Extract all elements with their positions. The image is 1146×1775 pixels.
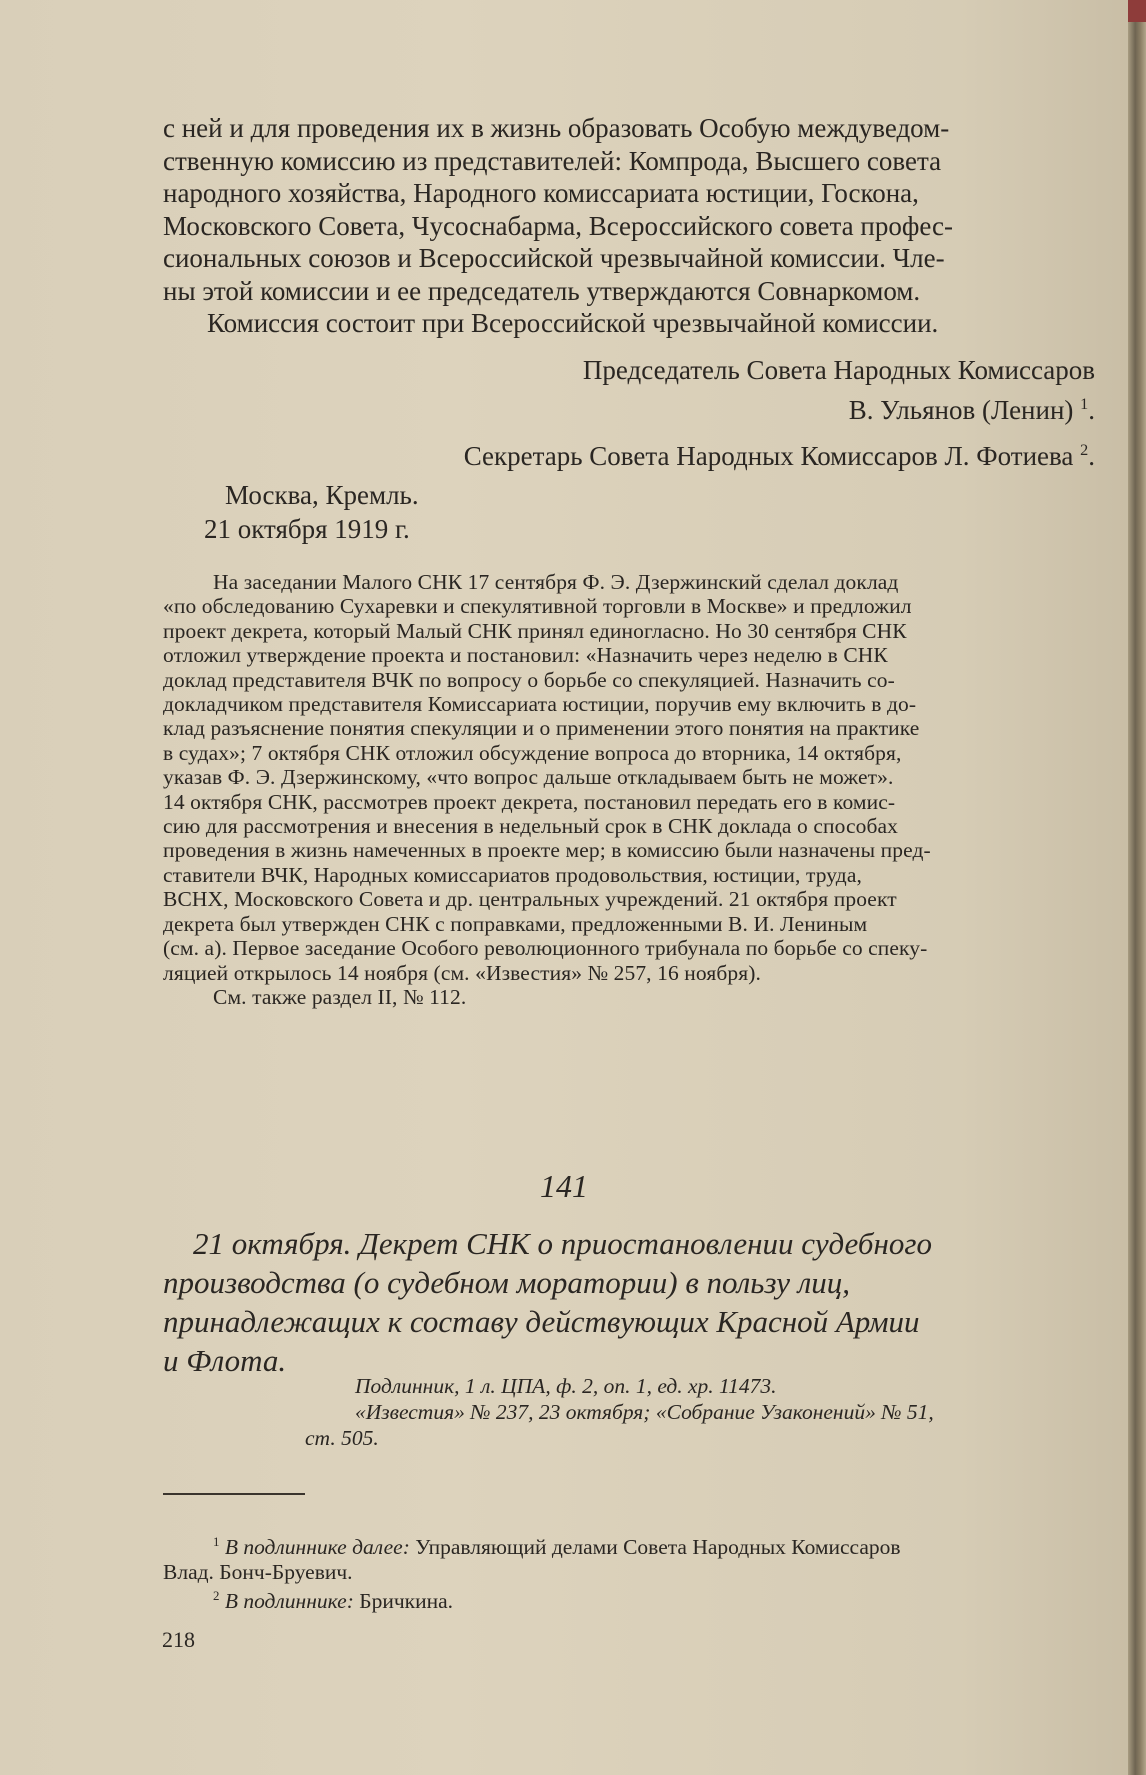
- footnote-ref-1: 1: [1080, 395, 1089, 413]
- secretary-signature: Секретарь Совета Народных Комиссаров Л. Фотиева $^2$.: [463, 441, 1095, 471]
- title-line: 21 октября. Декрет СНК о приостановлении судебного: [193, 1226, 932, 1261]
- editorial-note: [163, 570, 1095, 1009]
- document-number: 141: [540, 1168, 588, 1204]
- paragraph-line: народного хозяйства, Народного комиссариата юстиции, Госкона,: [163, 178, 919, 208]
- paragraph-2: Комиссия состоит при Всероссийской чрезвычайной комиссии.: [207, 308, 939, 338]
- footnote-1-mark: 1: [213, 1535, 220, 1549]
- note-line: 14 октября СНК, рассмотрев проект декрета, постановил передать его в комис-: [163, 789, 896, 814]
- date: 21 октября 1919 г.: [204, 514, 410, 544]
- secretary-line: Секретарь Совета Народных Комиссаров Л. Фотиева: [463, 441, 1074, 471]
- title-line: и Флота.: [163, 1343, 287, 1378]
- paragraph-line: с ней и для проведения их в жизнь образовать Особую междуведом-: [163, 113, 950, 143]
- chairman-name: В. Ульянов (Ленин): [848, 395, 1074, 425]
- note-line: проведения в жизнь намеченных в проекте мер; в комиссию были назначены пред-: [163, 838, 931, 863]
- note-line: ставители ВЧК, Народных комиссариатов продовольствия, юстиции, труда,: [163, 862, 862, 887]
- note-line: ляцией открылось 14 ноября (см. «Известия» № 257, 16 ноября).: [163, 960, 761, 985]
- footnote-2: [163, 1584, 1095, 1614]
- source-line-1: Подлинник, 1 л. ЦПА, ф. 2, оп. 1, ед. хр. 11473.: [355, 1374, 777, 1398]
- source-line-2: «Известия» № 237, 23 октября; «Собрание Узаконений» № 51,: [355, 1400, 934, 1424]
- chairman-name-line: В. Ульянов (Ленин) $^1$.: [848, 395, 1095, 425]
- note-line: декрета был утвержден СНК с поправками, предложенными В. И. Лениным: [163, 911, 868, 936]
- footnote-1-italic: В подлиннике далее:: [224, 1535, 410, 1560]
- note-line: клад разъяснение понятия спекуляции и о применении этого понятия на практике: [163, 716, 920, 741]
- footnote-rule: [163, 1493, 305, 1495]
- footnotes: [163, 1530, 1095, 1614]
- footnote-2-mark: 2: [213, 1589, 220, 1604]
- note-line: указав Ф. Э. Дзержинскому, «что вопрос дальше откладываем быть не может».: [163, 765, 894, 790]
- note-line: «по обследованию Сухаревки и спекулятивной торговли в Москве» и предложил: [163, 594, 912, 619]
- footnote-1-cont: Влад. Бонч-Бруевич.: [163, 1559, 353, 1584]
- note-line: сию для рассмотрения и внесения в недельный срок в СНК доклада о способах: [163, 814, 898, 839]
- main-paragraph: [163, 112, 1095, 340]
- paragraph-line: ны этой комиссии и ее председатель утверждаются Совнаркомом.: [163, 275, 921, 306]
- title-line: принадлежащих к составу действующих Красной Армии: [163, 1304, 920, 1339]
- note-line: (см. а). Первое заседание Особого революционного трибунала по борьбе со спеку-: [163, 936, 928, 961]
- footnote-1: [163, 1530, 1095, 1560]
- place: Москва, Кремль.: [225, 480, 419, 510]
- footnote-2-text: Бричкина.: [359, 1589, 454, 1614]
- title-line: производства (о судебном моратории) в пользу лиц,: [163, 1265, 851, 1300]
- chairman-title: Председатель Совета Народных Комиссаров: [582, 355, 1095, 385]
- chairman-signature: [163, 353, 1095, 427]
- footnote-2-italic: В подлиннике:: [224, 1589, 354, 1614]
- note-line: в судах»; 7 октября СНК отложил обсуждение вопроса до вторника, 14 октября,: [163, 740, 902, 765]
- note-line: проект декрета, который Малый СНК принял единогласно. Но 30 сентября СНК: [163, 618, 907, 643]
- footnote-1-text: Управляющий делами Совета Народных Комиссаров: [415, 1535, 901, 1560]
- book-edge: [1128, 0, 1146, 1775]
- document-title: [163, 1224, 1095, 1380]
- paragraph-line: ственную комиссию из представителей: Компрода, Высшего совета: [163, 145, 942, 176]
- see-also: См. также раздел II, № 112.: [213, 984, 467, 1009]
- source-line-3: ст. 505.: [305, 1426, 379, 1450]
- note-line: доклад представителя ВЧК по вопросу о борьбе со спекуляцией. Назначить со-: [163, 667, 895, 692]
- footnote-ref-2: 2: [1080, 441, 1089, 459]
- note-line: отложил утверждение проекта и постановил: «Назначить через неделю в СНК: [163, 643, 888, 668]
- book-edge-mark: [1128, 0, 1146, 22]
- paragraph-line: Московского Совета, Чусоснабарма, Всероссийского совета профес-: [163, 210, 953, 241]
- note-line: докладчиком представителя Комиссариата юстиции, поручив ему включить в до-: [163, 692, 917, 717]
- page-number: 218: [162, 1627, 195, 1652]
- paragraph-line: сиональных союзов и Всероссийской чрезвычайной комиссии. Чле-: [163, 243, 945, 273]
- note-line: ВСНХ, Московского Совета и др. центральных учреждений. 21 октября проект: [163, 887, 897, 912]
- note-line: На заседании Малого СНК 17 сентября Ф. Э. Дзержинский сделал доклад: [213, 570, 899, 594]
